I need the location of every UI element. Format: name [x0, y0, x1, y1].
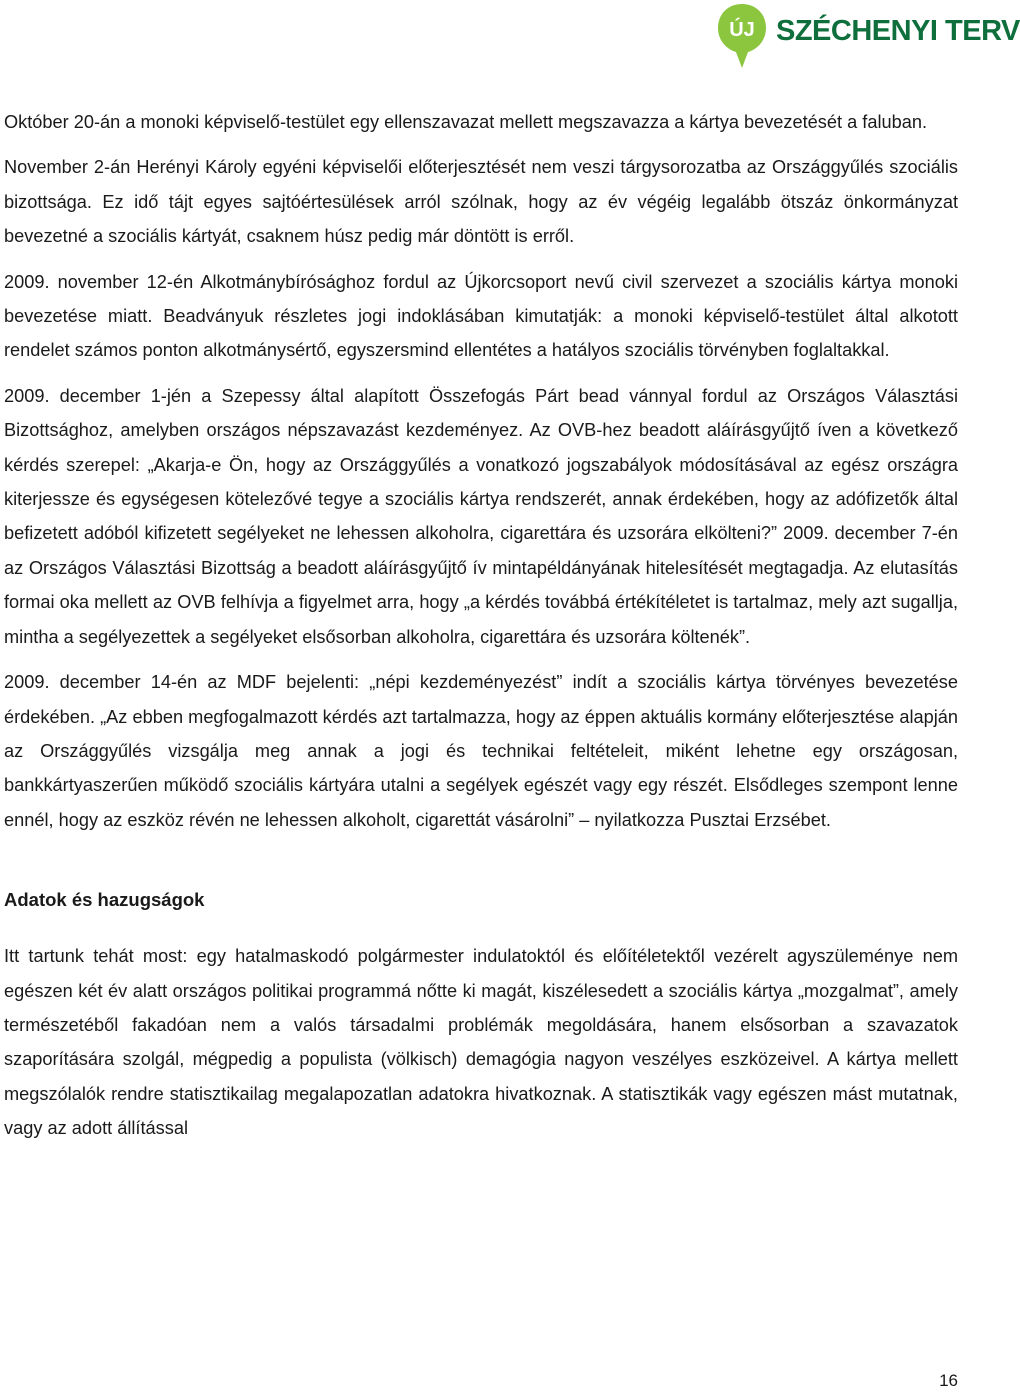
paragraph-october-20: Október 20-án a monoki képviselő-testület egy ellenszavazat mellett megszavazza a kártya bevezetését a faluban.	[4, 112, 928, 132]
logo-bubble-text: ÚJ	[729, 19, 755, 41]
logo-name: SZÉCHENYI TERV	[776, 15, 1020, 47]
paragraph-december-1: 2009. december 1-jén a Szepessy által alapított Összefogás Párt bead vánnyal fordul az Országos Választási Bizottsághoz, amelyben országos népszavazást kezdeményez. Az OVB-hez beadott aláírásgyűjtő íven a következő kérdés szerepel: „Akarja-e Ön, hogy az Országgyűlés a vonatkozó jogszabályok módosításával az egész országra kiterjessze és egységesen kötelezővé tegye a szociális kártya rendszerét, annak érdekében, hogy az adófizetők által befizetett adóból kifizetett segélyeket ne lehessen alkoholra, cigarettára és uzsorára elkölteni?” 2009. december 7-én az Országos Választási Bizottság a beadott aláírásgyűjtő ív mintapéldányának hitelesítését megtagadja. Az elutasítás formai oka mellett az OVB felhívja a figyelmet arra, hogy „a kérdés továbbá értékítéletet is tartalmaz, mely azt sugallja, mintha a segélyezettek a segélyeket elsősorban alkoholra, cigarettára és uzsorára költenék”.	[4, 385, 958, 647]
paragraph-november-12: 2009. november 12-én Alkotmánybírósághoz fordul az Újkorcsoport nevű civil szervezet a szociális kártya monoki bevezetése miatt. Beadványuk részletes jogi indoklásában kimutatják: a monoki képviselő-testület által alkotott rendelet számos ponton alkotmánysértő, egyszersmind ellentétes a hatályos szociális törvényben foglaltakkal.	[4, 271, 958, 361]
szechenyi-terv-logo	[710, 0, 1020, 80]
section-heading: Adatok és hazugságok	[4, 889, 205, 911]
page-number: 16	[939, 1371, 958, 1390]
section-paragraph: Itt tartunk tehát most: egy hatalmaskodó polgármester indulatoktól és előítéletektől vezérelt agyszüleménye nem egészen két év alatt országos politikai programmá nőtte ki magát, kiszélesedett a szociális kártya „mozgalmat”, amely természetéből fakadóan nem a valós társadalmi problémák megoldására, hanem elsősorban a szavazatok szaporítására szolgál, mégpedig a populista (völkisch) demagógia nagyon veszélyes eszközeivel. A kártya mellett megszólalók rendre statisztikailag megalapozatlan adatokra hivatkoznak. A statisztikák vagy egészen mást mutatnak, vagy az adott állítással	[4, 946, 958, 1139]
paragraph-december-14: 2009. december 14-én az MDF bejelenti: „népi kezdeményezést” indít a szociális kártya törvényes bevezetése érdekében. „Az ebben megfogalmazott kérdés azt tartalmazza, hogy az éppen aktuális kormány előterjesztése alapján az Országgyűlés vizsgálja meg annak a jogi és technikai feltételeit, miként lehetne egy országosan, bankkártyaszerűen működő szociális kártyára utalni a segélyek egészét vagy egy részét. Elsődleges szempont lenne ennél, hogy az eszköz révén ne lehessen alkoholt, cigarettát vásárolni” – nyilatkozza Pusztai Erzsébet.	[4, 672, 958, 830]
paragraph-november-2: November 2-án Herényi Károly egyéni képviselői előterjesztését nem veszi tárgysorozatba az Országgyűlés szociális bizottsága. Ez idő tájt egyes sajtóértesülések arról szólnak, hogy az év végéig legalább ötszáz önkormányzat bevezetné a szociális kártyát, csaknem húsz pedig már döntött is erről.	[4, 157, 958, 247]
document-body	[4, 105, 958, 1157]
speech-bubble-logo-icon	[716, 2, 768, 70]
